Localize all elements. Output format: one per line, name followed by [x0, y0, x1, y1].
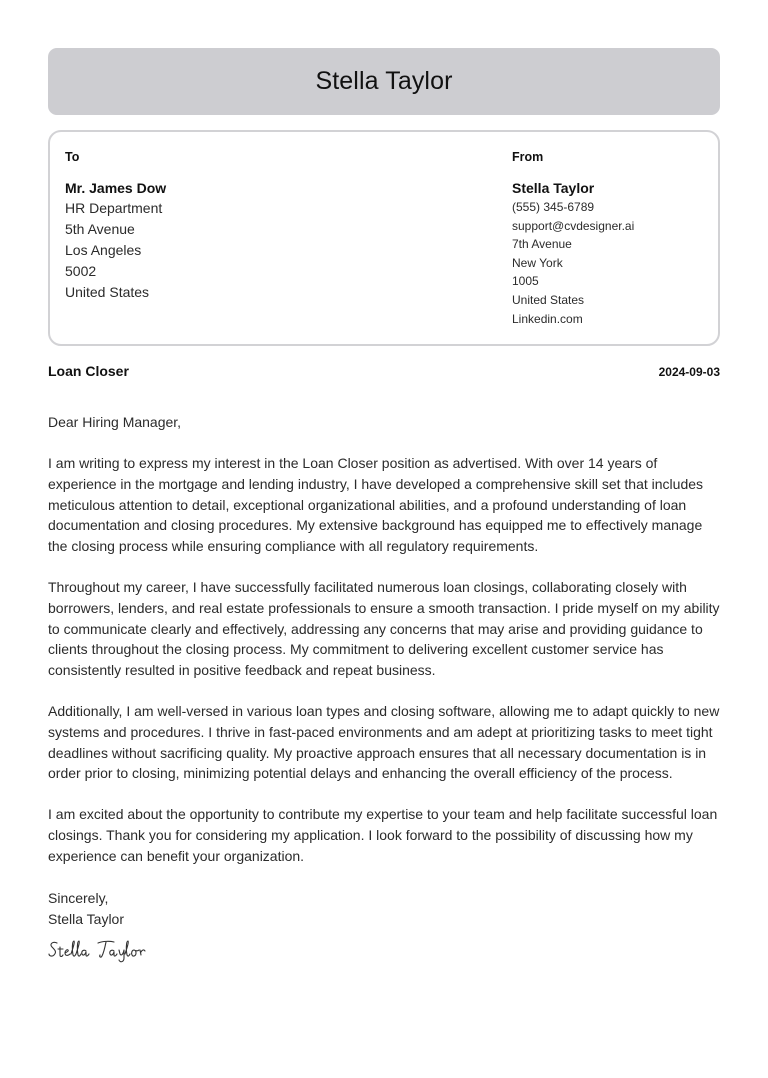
recipient-name: Mr. James Dow: [65, 180, 167, 196]
body-paragraph-1: I am writing to express my interest in the Loan Closer position as advertised. With over 14 years of experience in the mortgage and lending industry, I have developed a comprehensive skill set that includes meticulous attention to detail, exceptional organizational abilities, and a profound understanding of loan documentation and closing procedures. My extensive background has equipped me to effectively manage the closing process while ensuring compliance with all regulatory requirements.: [48, 455, 704, 555]
to-label: To: [65, 150, 80, 164]
address-box: [48, 130, 720, 346]
recipient-department: HR Department: [65, 200, 163, 216]
body-paragraph-3: Additionally, I am well-versed in various loan types and closing software, allowing me to adapt quickly to new systems and procedures. I thrive in fast-paced environments and am adept at prioritizing tasks to meet tight deadlines without sacrificing quality. My proactive approach ensures that all necessary documentation is in order prior to closing, minimizing potential delays and enhancing the overall efficiency of the process.: [48, 702, 720, 782]
from-label: From: [512, 150, 544, 164]
sender-name: Stella Taylor: [512, 180, 595, 196]
signoff-name: Stella Taylor: [48, 910, 125, 927]
closing-phrase: Sincerely,: [48, 889, 109, 906]
letter-meta: [48, 363, 720, 379]
sender-email: support@cvdesigner.ai: [512, 218, 635, 233]
recipient-postcode: 5002: [65, 263, 97, 279]
applicant-name: Stella Taylor: [315, 67, 453, 95]
sender-postcode: 1005: [512, 274, 539, 289]
recipient-block: [65, 149, 166, 303]
greeting: Dear Hiring Manager,: [48, 414, 182, 430]
sender-phone: (555) 345-6789: [512, 200, 595, 214]
recipient-city: Los Angeles: [65, 242, 142, 258]
recipient-street: 5th Avenue: [65, 221, 135, 237]
letter-date: 2024-09-03: [658, 365, 720, 379]
recipient-country: United States: [65, 284, 150, 300]
sender-street: 7th Avenue: [512, 237, 572, 252]
sender-city: New York: [512, 255, 563, 270]
cover-letter-page: [48, 48, 720, 969]
sender-country: United States: [512, 292, 585, 307]
body-paragraph-4: I am excited about the opportunity to contribute my expertise to your team and help facilitate successful loan closings. Thank you for considering my application. I look forward to the possibility of discussing how my experience can benefit your organization.: [48, 806, 718, 864]
closing-block: [48, 888, 720, 930]
sender-block: [512, 149, 634, 328]
body-paragraph-2: Throughout my career, I have successfully facilitated numerous loan closings, collaborating closely with borrowers, lenders, and real estate professionals to ensure a smooth transaction. I pride myself on my ability to communicate clearly and effectively, addressing any concerns that may arise and providing guidance to clients throughout the closing process. My commitment to delivering excellent customer service has consistently resulted in positive feedback and repeat business.: [48, 578, 720, 679]
sender-linkedin: Linkedin.com: [512, 311, 583, 326]
handwritten-signature: [48, 936, 168, 964]
job-title: Loan Closer: [48, 363, 129, 379]
name-banner: [48, 48, 720, 115]
